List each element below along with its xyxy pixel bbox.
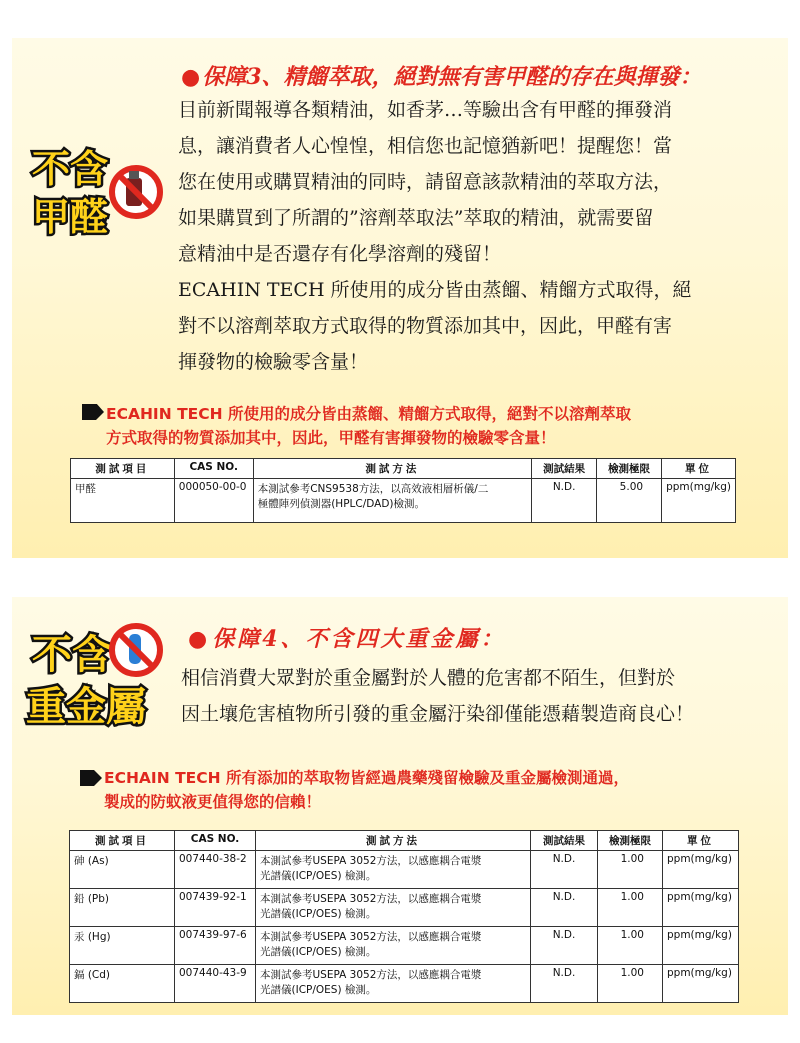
note-line: 製成的防蚊液更值得您的信賴！ bbox=[104, 793, 322, 811]
paragraph-line: 您在使用或購買精油的同時，請留意該款精油的萃取方法， bbox=[178, 171, 673, 193]
result-cell: N.D. bbox=[532, 479, 597, 523]
col-header: 測試項目 bbox=[71, 459, 175, 479]
col-header: CAS NO. bbox=[174, 459, 253, 479]
heavy-metal-test-table bbox=[69, 830, 739, 1003]
note-line: ECHAIN TECH 所有添加的萃取物皆經過農藥殘留檢驗及重金屬檢測通過， bbox=[104, 769, 629, 787]
table-row bbox=[71, 479, 736, 523]
cas-cell: 007440-43-9 bbox=[175, 965, 256, 1003]
table-row bbox=[70, 927, 739, 965]
col-header: CAS NO. bbox=[175, 831, 256, 851]
col-header: 檢測極限 bbox=[598, 831, 663, 851]
cas-cell: 007439-92-1 bbox=[175, 889, 256, 927]
badge2-line1: 不含 bbox=[32, 632, 112, 678]
method-cell: 本測試參考USEPA 3052方法，以感應耦合電漿 光譜儀(ICP/OES) 檢測。 bbox=[256, 889, 531, 927]
section2-paragraph bbox=[181, 660, 694, 732]
col-header: 單位 bbox=[662, 459, 736, 479]
paragraph-line: 息，讓消費者人心惶惶，相信您也記憶猶新吧！提醒您！當 bbox=[178, 135, 673, 157]
paragraph-line: ECAHIN TECH 所使用的成分皆由蒸餾、精餾方式取得，絕 bbox=[178, 279, 692, 301]
unit-cell: ppm(mg/kg) bbox=[663, 889, 739, 927]
item-cell: 甲醛 bbox=[71, 479, 175, 523]
table-row bbox=[70, 965, 739, 1003]
method-cell: 本測試參考USEPA 3052方法，以感應耦合電漿 光譜儀(ICP/OES) 檢測。 bbox=[256, 965, 531, 1003]
paragraph-line: 對不以溶劑萃取方式取得的物質添加其中，因此，甲醛有害 bbox=[178, 315, 673, 337]
bullet-dot-icon: ● bbox=[188, 626, 211, 652]
badge2-line2: 重金屬 bbox=[26, 684, 146, 730]
limit-cell: 5.00 bbox=[597, 479, 662, 523]
unit-cell: ppm(mg/kg) bbox=[663, 927, 739, 965]
col-header: 測試結果 bbox=[532, 459, 597, 479]
item-cell: 汞 (Hg) bbox=[70, 927, 175, 965]
result-cell: N.D. bbox=[531, 927, 598, 965]
col-header: 測試結果 bbox=[531, 831, 598, 851]
unit-cell: ppm(mg/kg) bbox=[663, 965, 739, 1003]
table-row bbox=[70, 889, 739, 927]
result-cell: N.D. bbox=[531, 965, 598, 1003]
no-test-tube-icon bbox=[112, 626, 160, 674]
method-cell: 本測試參考USEPA 3052方法，以感應耦合電漿 光譜儀(ICP/OES) 檢測。 bbox=[256, 851, 531, 889]
method-cell: 本測試參考USEPA 3052方法，以感應耦合電漿 光譜儀(ICP/OES) 檢測。 bbox=[256, 927, 531, 965]
note-line: 方式取得的物質添加其中，因此，甲醛有害揮發物的檢驗零含量！ bbox=[106, 429, 556, 447]
method-cell: 本測試參考CNS9538方法，以高效液相層析儀/二 極體陣列偵測器(HPLC/DAD)檢測。 bbox=[253, 479, 531, 523]
paragraph-line: 因土壤危害植物所引發的重金屬汙染卻僅能憑藉製造商良心！ bbox=[181, 703, 695, 725]
formaldehyde-test-table bbox=[70, 458, 736, 523]
no-formaldehyde-badge bbox=[24, 138, 174, 248]
unit-cell: ppm(mg/kg) bbox=[663, 851, 739, 889]
bullet-dot-icon: ● bbox=[181, 64, 201, 90]
table-row bbox=[70, 851, 739, 889]
col-header: 單位 bbox=[663, 831, 739, 851]
no-bottle-icon bbox=[112, 168, 160, 216]
section1-paragraph bbox=[178, 92, 692, 380]
col-header: 測試方法 bbox=[253, 459, 531, 479]
paragraph-line: 意精油中是否還存有化學溶劑的殘留！ bbox=[178, 243, 502, 265]
arrow-down-icon bbox=[82, 404, 104, 420]
section1-heading: ●保障3、精餾萃取，絕對無有害甲醛的存在與揮發： bbox=[181, 64, 702, 90]
paragraph-line: 揮發物的檢驗零含量！ bbox=[178, 351, 369, 373]
limit-cell: 1.00 bbox=[598, 965, 663, 1003]
limit-cell: 1.00 bbox=[598, 851, 663, 889]
limit-cell: 1.00 bbox=[598, 889, 663, 927]
limit-cell: 1.00 bbox=[598, 927, 663, 965]
cas-cell: 007439-97-6 bbox=[175, 927, 256, 965]
result-cell: N.D. bbox=[531, 851, 598, 889]
no-heavy-metal-badge bbox=[22, 612, 182, 732]
paragraph-line: 如果購買到了所謂的”溶劑萃取法”萃取的精油，就需要留 bbox=[178, 207, 654, 229]
result-cell: N.D. bbox=[531, 889, 598, 927]
col-header: 測試項目 bbox=[70, 831, 175, 851]
cas-cell: 007440-38-2 bbox=[175, 851, 256, 889]
item-cell: 砷 (As) bbox=[70, 851, 175, 889]
item-cell: 鎘 (Cd) bbox=[70, 965, 175, 1003]
section1-note bbox=[106, 402, 631, 450]
badge1-line1: 不含 bbox=[32, 147, 109, 191]
paragraph-line: 相信消費大眾對於重金屬對於人體的危害都不陌生，但對於 bbox=[181, 667, 676, 689]
note-line: ECAHIN TECH 所使用的成分皆由蒸餾、精餾方式取得，絕對不以溶劑萃取 bbox=[106, 405, 631, 423]
col-header: 測試方法 bbox=[256, 831, 531, 851]
paragraph-line: 目前新聞報導各類精油，如香茅…等驗出含有甲醛的揮發消 bbox=[178, 99, 673, 121]
badge1-line2: 甲醛 bbox=[32, 195, 109, 239]
section2-heading: ●保障4、不含四大重金屬： bbox=[188, 626, 506, 652]
arrow-down-icon bbox=[80, 770, 102, 786]
cas-cell: 000050-00-0 bbox=[174, 479, 253, 523]
unit-cell: ppm(mg/kg) bbox=[662, 479, 736, 523]
item-cell: 鉛 (Pb) bbox=[70, 889, 175, 927]
section2-note bbox=[104, 766, 629, 814]
col-header: 檢測極限 bbox=[597, 459, 662, 479]
